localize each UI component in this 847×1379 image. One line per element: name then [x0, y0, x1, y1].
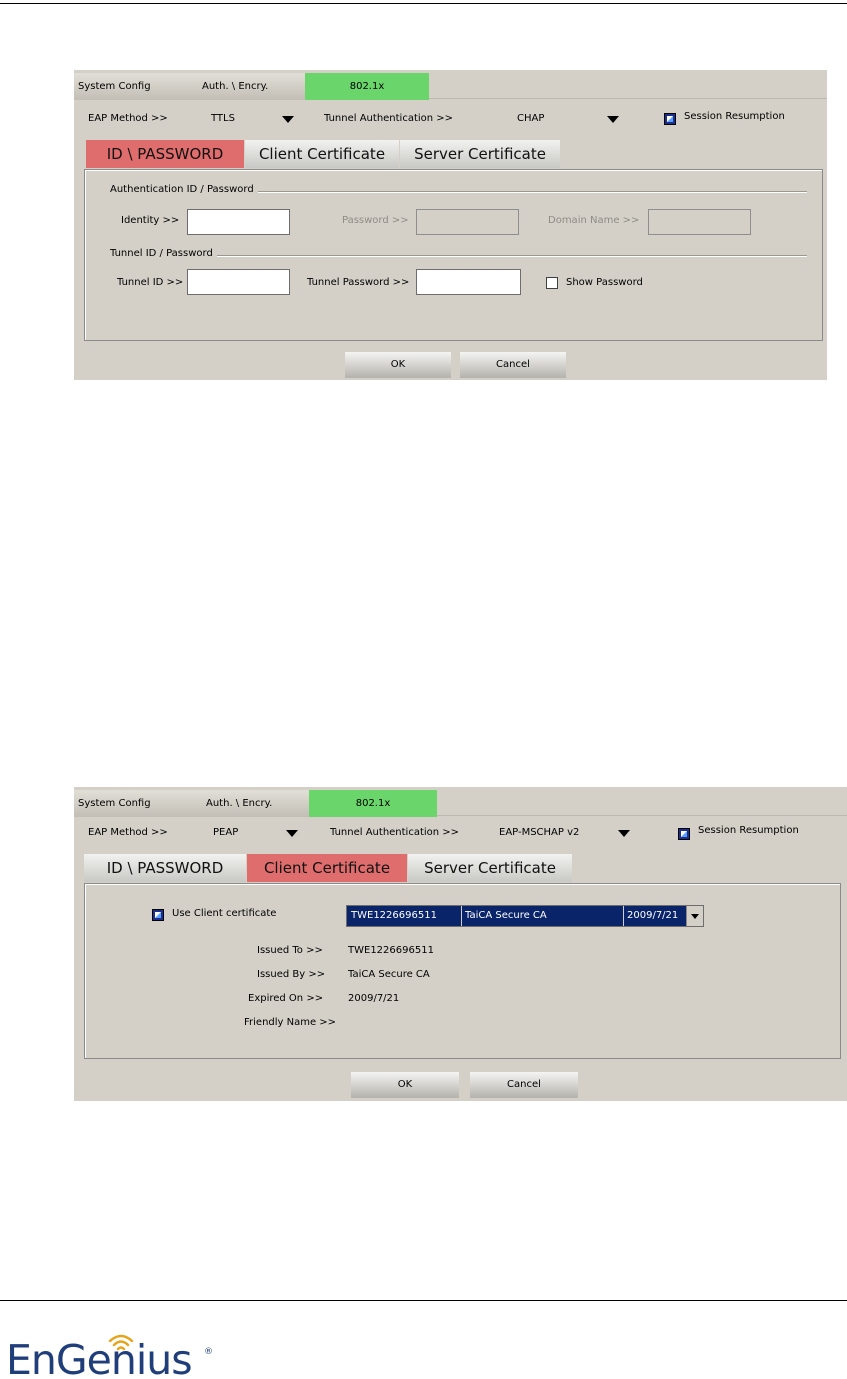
group-auth-label: Authentication ID / Password: [110, 184, 258, 195]
issued-by-label: Issued By >>: [257, 969, 326, 980]
issued-to-label: Issued To >>: [257, 945, 323, 956]
eap-method-dropdown-icon[interactable]: [282, 116, 294, 123]
ok-button[interactable]: OK: [351, 1072, 459, 1098]
tab-id-password[interactable]: ID \ PASSWORD: [86, 140, 244, 168]
cert-expires: 2009/7/21: [623, 906, 678, 926]
footer-rule: [0, 1300, 847, 1301]
tunnel-auth-dropdown-icon[interactable]: [607, 116, 619, 123]
show-password-checkbox[interactable]: [546, 277, 558, 289]
top-tab-bar: [74, 787, 847, 816]
eap-method-dropdown-icon[interactable]: [286, 830, 298, 837]
tunnel-id-label: Tunnel ID >>: [117, 277, 184, 288]
chevron-down-icon[interactable]: [686, 906, 703, 926]
tab-system-config[interactable]: System Config: [74, 73, 193, 100]
identity-input[interactable]: [187, 209, 290, 235]
cancel-button[interactable]: Cancel: [470, 1072, 578, 1098]
dialog-802-1x-ttls: [74, 70, 827, 380]
header-rule: [0, 3, 847, 4]
tab-802-1x[interactable]: 802.1x: [305, 73, 429, 100]
show-password-label: Show Password: [566, 277, 643, 288]
tunnel-auth-label: Tunnel Authentication >>: [324, 113, 454, 124]
expired-on-label: Expired On >>: [248, 993, 324, 1004]
session-resumption-checkbox[interactable]: [678, 828, 690, 840]
issued-to-value: TWE1226696511: [348, 945, 434, 956]
tunnel-auth-label: Tunnel Authentication >>: [330, 827, 460, 838]
logo-text: EnGenius: [6, 1336, 192, 1378]
tunnel-password-label: Tunnel Password >>: [307, 277, 410, 288]
eap-method-value[interactable]: TTLS: [211, 113, 235, 124]
tab-802-1x[interactable]: 802.1x: [309, 790, 437, 817]
session-resumption-label: Session Resumption: [698, 825, 799, 836]
top-tab-bar: [74, 70, 827, 99]
cert-issued-to: TWE1226696511: [351, 910, 437, 921]
use-client-cert-checkbox[interactable]: [152, 909, 164, 921]
eap-method-label: EAP Method >>: [88, 113, 168, 124]
friendly-name-label: Friendly Name >>: [244, 1017, 337, 1028]
tab-server-certificate[interactable]: Server Certificate: [400, 140, 560, 168]
tunnel-password-input[interactable]: [416, 269, 521, 295]
tunnel-id-input[interactable]: [187, 269, 290, 295]
cert-issuer: TaiCA Secure CA: [461, 906, 547, 926]
tunnel-auth-value[interactable]: EAP-MSCHAP v2: [499, 827, 580, 838]
group-tunnel-label: Tunnel ID / Password: [110, 248, 217, 259]
tab-auth-encry[interactable]: Auth. \ Encry.: [188, 790, 326, 817]
identity-label: Identity >>: [121, 215, 180, 226]
tab-id-password[interactable]: ID \ PASSWORD: [84, 854, 246, 882]
eap-method-label: EAP Method >>: [88, 827, 168, 838]
certificate-select[interactable]: [346, 905, 704, 927]
ok-button[interactable]: OK: [345, 352, 451, 378]
svg-text:®: ®: [204, 1347, 213, 1357]
password-input[interactable]: [416, 209, 519, 235]
tunnel-auth-value[interactable]: CHAP: [517, 113, 545, 124]
engenius-logo: [6, 1318, 216, 1378]
password-label: Password >>: [342, 215, 409, 226]
tab-server-certificate[interactable]: Server Certificate: [408, 854, 572, 882]
use-client-cert-label: Use Client certificate: [172, 908, 277, 919]
domain-name-input[interactable]: [648, 209, 751, 235]
domain-name-label: Domain Name >>: [548, 215, 640, 226]
eap-method-value[interactable]: PEAP: [213, 827, 239, 838]
tab-client-certificate[interactable]: Client Certificate: [247, 854, 407, 882]
dialog-802-1x-peap: [74, 787, 847, 1101]
tab-client-certificate[interactable]: Client Certificate: [245, 140, 399, 168]
tab-system-config[interactable]: System Config: [74, 790, 192, 817]
issued-by-value: TaiCA Secure CA: [348, 969, 430, 980]
tab-auth-encry[interactable]: Auth. \ Encry.: [186, 73, 318, 100]
cancel-button[interactable]: Cancel: [460, 352, 566, 378]
expired-on-value: 2009/7/21: [348, 993, 400, 1004]
session-resumption-label: Session Resumption: [684, 111, 785, 122]
session-resumption-checkbox[interactable]: [664, 113, 676, 125]
tunnel-auth-dropdown-icon[interactable]: [618, 830, 630, 837]
